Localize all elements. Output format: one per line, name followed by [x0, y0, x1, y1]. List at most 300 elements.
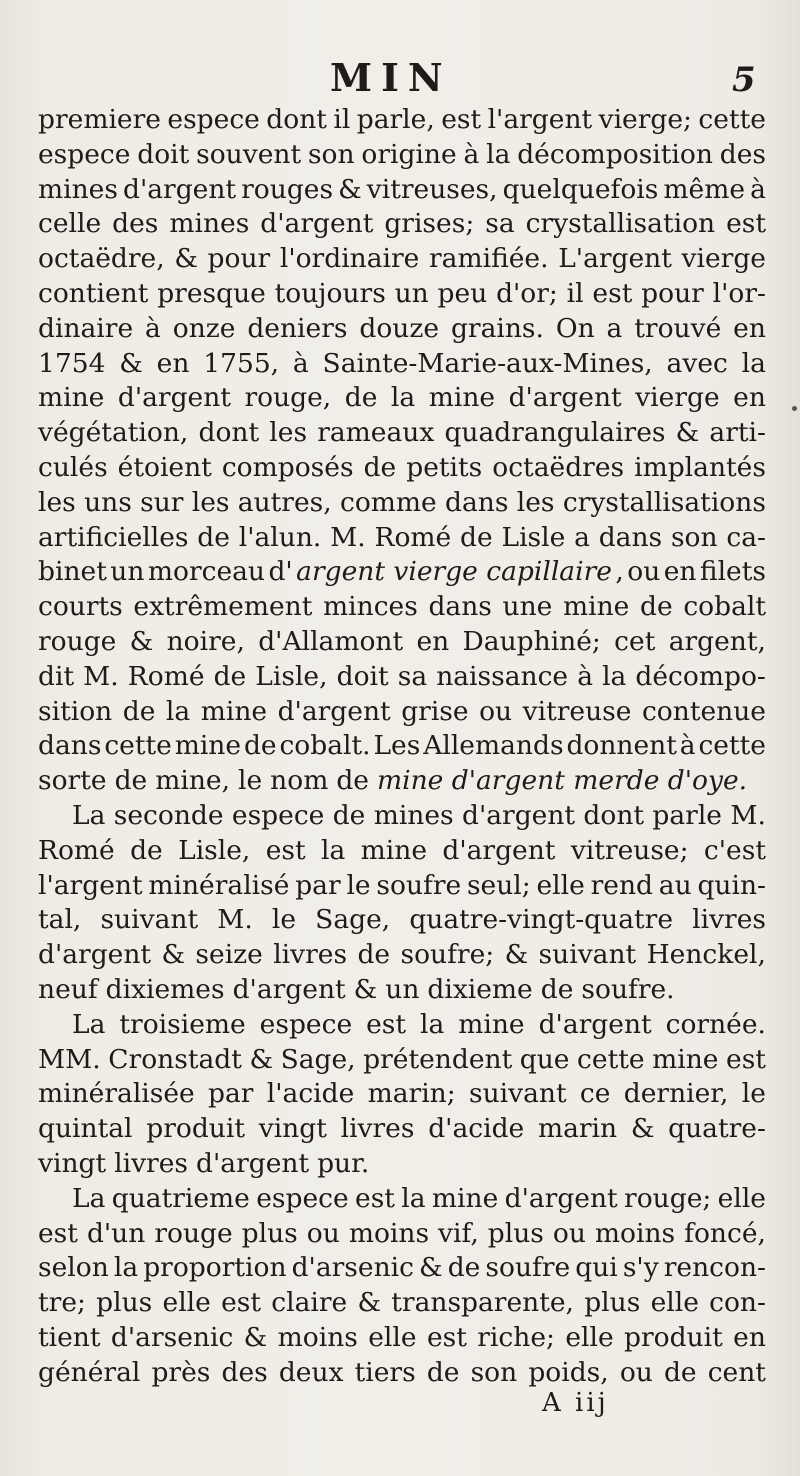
- word: dont: [198, 417, 260, 449]
- word: rend: [590, 869, 653, 901]
- word: ramifiée.: [429, 243, 549, 275]
- word: binet: [38, 556, 107, 588]
- word: On: [555, 312, 595, 344]
- word: rameaux: [317, 417, 435, 449]
- word: espece: [259, 1008, 353, 1040]
- text-line: [38, 451, 766, 486]
- word: de: [114, 765, 148, 797]
- word: de: [357, 939, 391, 971]
- text-line: [38, 312, 766, 347]
- word: tre;: [38, 1287, 86, 1319]
- word: décomposition: [517, 138, 713, 170]
- word: produit: [624, 1321, 723, 1353]
- word: souvent: [196, 138, 302, 170]
- text-line: [38, 1217, 766, 1252]
- text-line: [38, 1321, 766, 1356]
- word: est: [355, 1182, 395, 1214]
- word: un: [394, 277, 429, 309]
- word: des: [112, 208, 159, 240]
- word: c'est: [703, 834, 766, 866]
- word: en: [663, 556, 697, 588]
- word: est: [726, 1043, 766, 1075]
- word: de: [447, 1252, 481, 1284]
- word: de: [363, 451, 397, 483]
- word: tient: [38, 1321, 101, 1353]
- word: rouge;: [624, 1182, 712, 1214]
- word: MM.: [38, 1043, 101, 1075]
- word: mines: [373, 799, 454, 831]
- word: cette: [104, 730, 172, 762]
- word: par: [295, 869, 341, 901]
- word: de: [640, 591, 673, 623]
- word: con-: [709, 1287, 766, 1319]
- word: l'ordinaire: [279, 243, 420, 275]
- word: de: [426, 1356, 460, 1388]
- word: selon: [38, 1252, 109, 1284]
- word: mines: [38, 173, 118, 205]
- word: grise: [401, 695, 469, 727]
- word: cette: [698, 104, 766, 135]
- word: les: [38, 486, 76, 518]
- text-line: [38, 1356, 766, 1391]
- text-line: [38, 660, 766, 695]
- word: riche;: [477, 1321, 555, 1353]
- word: de: [336, 765, 369, 797]
- text-line: [38, 277, 766, 312]
- word: dont: [266, 104, 327, 135]
- word: dixiemes: [105, 973, 225, 1005]
- word: à: [145, 312, 161, 344]
- word: livres: [340, 1113, 415, 1145]
- text-line: [38, 347, 766, 382]
- word: petits: [406, 451, 483, 483]
- word: minéralisé: [148, 869, 290, 901]
- word: moins: [594, 1217, 676, 1249]
- word: Lisle: [501, 521, 566, 553]
- word: d'or;: [496, 277, 558, 309]
- text-line: [38, 1077, 766, 1112]
- word: mine: [38, 382, 105, 414]
- word: claire: [271, 1287, 348, 1319]
- word: le: [346, 869, 371, 901]
- word: général: [38, 1356, 141, 1388]
- word: dernier,: [623, 1078, 729, 1110]
- word: ,: [615, 556, 624, 588]
- word: dixieme: [427, 973, 533, 1005]
- word: mine: [360, 834, 428, 866]
- word: vierge: [681, 243, 766, 275]
- word: suivant: [538, 939, 637, 971]
- page-number: 5: [732, 60, 756, 100]
- text-line: [38, 938, 766, 973]
- word: de: [460, 521, 493, 553]
- word: &: [419, 1252, 443, 1284]
- word: dans: [428, 591, 492, 623]
- word: de: [213, 660, 247, 692]
- word: d'argent: [196, 1147, 310, 1179]
- word: celle: [38, 208, 102, 240]
- word: minces: [323, 591, 418, 623]
- word: Allemands: [423, 730, 564, 762]
- word: elle: [536, 869, 585, 901]
- word: est: [38, 1217, 78, 1249]
- word: des: [719, 138, 766, 170]
- page-header: [0, 56, 800, 100]
- word: sition: [38, 695, 113, 727]
- text-line: [38, 555, 766, 590]
- word: de: [332, 799, 366, 831]
- text-line: [38, 1008, 766, 1043]
- word: les: [516, 486, 555, 518]
- word: neuf: [38, 973, 98, 1005]
- word: soufre: [485, 1252, 571, 1284]
- word: transparente,: [391, 1287, 574, 1319]
- word: avec: [666, 347, 728, 379]
- word: dans: [445, 486, 509, 518]
- word: il: [566, 277, 584, 309]
- word: cornée.: [665, 1008, 766, 1040]
- word: dont: [583, 799, 645, 831]
- word: d'argent: [504, 1182, 618, 1214]
- text-line: [38, 242, 766, 277]
- word: d'argent: [260, 208, 374, 240]
- word: M.: [330, 521, 366, 553]
- word: Romé: [374, 521, 452, 553]
- word: parle,: [356, 104, 435, 135]
- word: l'argent: [38, 869, 143, 901]
- word: Romé: [38, 834, 115, 866]
- word: peu: [437, 277, 488, 309]
- word: crystallisation: [525, 208, 716, 240]
- word: dans: [598, 521, 663, 553]
- word: vif,: [438, 1217, 479, 1249]
- word: à: [463, 138, 480, 170]
- text-line: [38, 103, 766, 138]
- text-line: [38, 381, 766, 416]
- signature-mark: A iij: [542, 1388, 609, 1418]
- word: artificielles: [38, 521, 189, 553]
- word: dinaire: [38, 312, 134, 344]
- word: suivant: [468, 1078, 567, 1110]
- word: contenue: [641, 695, 766, 727]
- word: de: [344, 382, 378, 414]
- word: cette: [577, 1043, 645, 1075]
- text-line: [38, 973, 766, 1008]
- word: Dauphiné;: [462, 625, 601, 657]
- word: &: [353, 973, 378, 1005]
- word: les: [269, 417, 308, 449]
- word: rencon-: [663, 1252, 766, 1284]
- word: tal,: [38, 904, 82, 936]
- word: naissance: [436, 660, 569, 692]
- word: d'arsenic: [110, 1321, 234, 1353]
- word: vierge: [635, 382, 720, 414]
- word: Lisle,: [255, 660, 328, 692]
- word: de: [243, 730, 277, 762]
- text-line: [38, 590, 766, 625]
- word: octaëdre,: [38, 243, 165, 275]
- word: d'un: [86, 1217, 146, 1249]
- word: d'argent: [461, 799, 576, 831]
- word: ou: [627, 556, 661, 588]
- text-line: [38, 625, 766, 660]
- word: &: [119, 347, 143, 379]
- word: foncé,: [684, 1217, 766, 1249]
- word: 1754: [38, 347, 106, 379]
- word: seconde: [113, 799, 224, 831]
- word: mine: [200, 695, 268, 727]
- word: d'argent: [508, 382, 622, 414]
- word: la: [420, 1008, 445, 1040]
- word: la: [602, 660, 627, 692]
- word: son: [307, 138, 355, 170]
- word: crystallisations: [562, 486, 766, 518]
- word: d'argent: [538, 1008, 652, 1040]
- word: origine: [361, 138, 457, 170]
- word: &: [249, 1043, 274, 1075]
- word: vierge;: [598, 104, 692, 135]
- word: poids,: [528, 1356, 609, 1388]
- word: parle: [652, 799, 722, 831]
- word: quintal: [38, 1113, 133, 1145]
- word: soufre: [376, 869, 462, 901]
- word: de: [130, 834, 163, 866]
- word: grises;: [384, 208, 475, 240]
- word: d'argent: [232, 973, 346, 1005]
- word: Romé: [127, 660, 205, 692]
- word: est: [366, 1008, 407, 1040]
- word: La: [72, 799, 106, 831]
- text-line: [38, 1147, 766, 1182]
- text-line: [38, 173, 766, 208]
- word: par: [208, 1078, 254, 1110]
- ink-speck: [792, 406, 797, 411]
- word: &: [357, 1287, 382, 1319]
- word: d'argent: [38, 939, 152, 971]
- word: Les: [373, 730, 421, 762]
- word: Sage,: [315, 904, 391, 936]
- word: composés: [221, 451, 354, 483]
- word: Sainte-Marie-aux-Mines,: [322, 347, 653, 379]
- word: mine: [428, 382, 496, 414]
- word: vingt: [38, 1147, 107, 1179]
- word: marin;: [367, 1078, 456, 1110]
- word: sur: [140, 486, 184, 518]
- word: toujours: [274, 277, 386, 309]
- word: que: [519, 1043, 570, 1075]
- word: cet: [614, 625, 656, 657]
- word: moins: [277, 1321, 358, 1353]
- word: grains.: [450, 312, 544, 344]
- word: la: [321, 834, 346, 866]
- word: trouvé: [634, 312, 722, 344]
- word: en: [156, 347, 190, 379]
- word: &: [174, 243, 198, 275]
- word: La: [72, 1008, 106, 1040]
- word: Cronstadt: [108, 1043, 242, 1075]
- word: est: [441, 104, 482, 135]
- word: troisieme: [119, 1008, 246, 1040]
- word: quatrieme: [111, 1182, 250, 1214]
- word: de: [540, 973, 574, 1005]
- word: des: [221, 1356, 268, 1388]
- text-line: [38, 207, 766, 242]
- word: uns: [84, 486, 132, 518]
- word: vitreuses,: [366, 173, 498, 205]
- word: soufre;: [400, 939, 495, 971]
- word: même: [663, 173, 746, 205]
- word: plus: [487, 1217, 544, 1249]
- word: espece: [256, 1182, 349, 1214]
- word: ce: [579, 1078, 611, 1110]
- text-line: [38, 1043, 766, 1078]
- word: Sage,: [280, 1043, 356, 1075]
- word: filets: [699, 556, 766, 588]
- word: le: [741, 1078, 766, 1110]
- word: d'argent: [117, 382, 231, 414]
- word: cobalt: [683, 591, 766, 623]
- word: deux: [278, 1356, 344, 1388]
- word: &: [675, 417, 700, 449]
- word: la: [113, 1252, 139, 1284]
- word: La: [72, 1182, 106, 1214]
- word: de: [122, 695, 156, 727]
- word: quelquefois: [502, 173, 659, 205]
- word: le: [238, 765, 263, 797]
- word: espece: [38, 138, 131, 170]
- word: sa: [485, 208, 515, 240]
- word: en: [733, 312, 766, 344]
- word: courts: [38, 591, 123, 623]
- word: pour: [207, 243, 271, 275]
- word: étoient: [117, 451, 212, 483]
- word: rouge: [154, 1217, 233, 1249]
- word: quadrangulaires: [444, 417, 666, 449]
- word: elle: [368, 1321, 417, 1353]
- word: végétation,: [38, 417, 189, 449]
- word: 1755,: [203, 347, 280, 379]
- word: d'argent: [442, 834, 556, 866]
- text-line: [38, 486, 766, 521]
- word: sorte: [38, 765, 107, 797]
- word: est: [592, 277, 633, 309]
- word: cette: [698, 730, 766, 762]
- word: dit: [38, 660, 75, 692]
- word: &: [243, 1321, 268, 1353]
- word: comme: [339, 486, 437, 518]
- word: quatre-vingt-quatre: [409, 904, 674, 936]
- word: suivant: [100, 904, 199, 936]
- word: mine d'argent merde d'oye.: [376, 765, 748, 797]
- word: dans: [38, 730, 102, 762]
- word: rouge,: [244, 382, 332, 414]
- word: la: [741, 347, 766, 379]
- word: produit: [146, 1113, 245, 1145]
- word: la: [486, 138, 511, 170]
- word: cent: [707, 1356, 766, 1388]
- word: noire,: [166, 625, 245, 657]
- word: livres: [273, 939, 348, 971]
- word: plus: [584, 1287, 641, 1319]
- word: moins: [348, 1217, 430, 1249]
- word: a: [574, 521, 590, 553]
- word: elle: [565, 1321, 614, 1353]
- word: seize: [195, 939, 263, 971]
- word: sa: [397, 660, 428, 692]
- word: la: [401, 1182, 426, 1214]
- word: en: [733, 382, 766, 414]
- word: M.: [217, 904, 253, 936]
- word: un: [110, 556, 145, 588]
- word: extrêmement: [133, 591, 313, 623]
- word: d'argent: [123, 173, 237, 205]
- word: livres: [692, 904, 766, 936]
- word: la: [165, 695, 191, 727]
- text-line: [38, 869, 766, 904]
- word: mine,: [155, 765, 230, 797]
- word: M.: [730, 799, 766, 831]
- word: d'arsenic: [291, 1252, 414, 1284]
- word: l'argent: [487, 104, 593, 135]
- word: ou: [479, 695, 513, 727]
- word: autres,: [237, 486, 332, 518]
- word: son: [470, 1356, 518, 1388]
- word: implantés: [634, 451, 766, 483]
- word: douze: [359, 312, 440, 344]
- text-line: [38, 695, 766, 730]
- word: argent,: [668, 625, 766, 657]
- text-line: [38, 1182, 766, 1217]
- word: une: [502, 591, 553, 623]
- word: de: [197, 521, 230, 553]
- text-line: [38, 903, 766, 938]
- word: a: [606, 312, 623, 344]
- word: à: [577, 660, 593, 692]
- word: elle: [717, 1182, 766, 1214]
- word: l'or-: [712, 277, 766, 309]
- word: ou: [552, 1217, 586, 1249]
- word: espece: [231, 799, 325, 831]
- word: son: [670, 521, 718, 553]
- word: &: [129, 625, 154, 657]
- word: l'acide: [266, 1078, 355, 1110]
- word: onze: [172, 312, 236, 344]
- word: les: [191, 486, 230, 518]
- word: en: [416, 625, 450, 657]
- word: de: [663, 1356, 697, 1388]
- word: rouges: [241, 173, 334, 205]
- word: seul;: [466, 869, 531, 901]
- body-text: [38, 103, 766, 1390]
- word: il: [333, 104, 351, 135]
- word: morceau: [147, 556, 266, 588]
- word: &: [161, 939, 186, 971]
- word: qui: [575, 1252, 618, 1284]
- word: plus: [241, 1217, 298, 1249]
- word: s'y: [622, 1252, 659, 1284]
- word: argent vierge capillaire: [296, 556, 612, 588]
- word: d'argent: [277, 695, 391, 727]
- word: ou: [306, 1217, 340, 1249]
- word: espece: [167, 104, 260, 135]
- word: à: [292, 347, 309, 379]
- word: soufre.: [581, 973, 675, 1005]
- word: est: [726, 208, 766, 240]
- word: décompo-: [635, 660, 766, 692]
- word: L'argent: [558, 243, 672, 275]
- word: prétendent: [363, 1043, 513, 1075]
- word: &: [504, 939, 529, 971]
